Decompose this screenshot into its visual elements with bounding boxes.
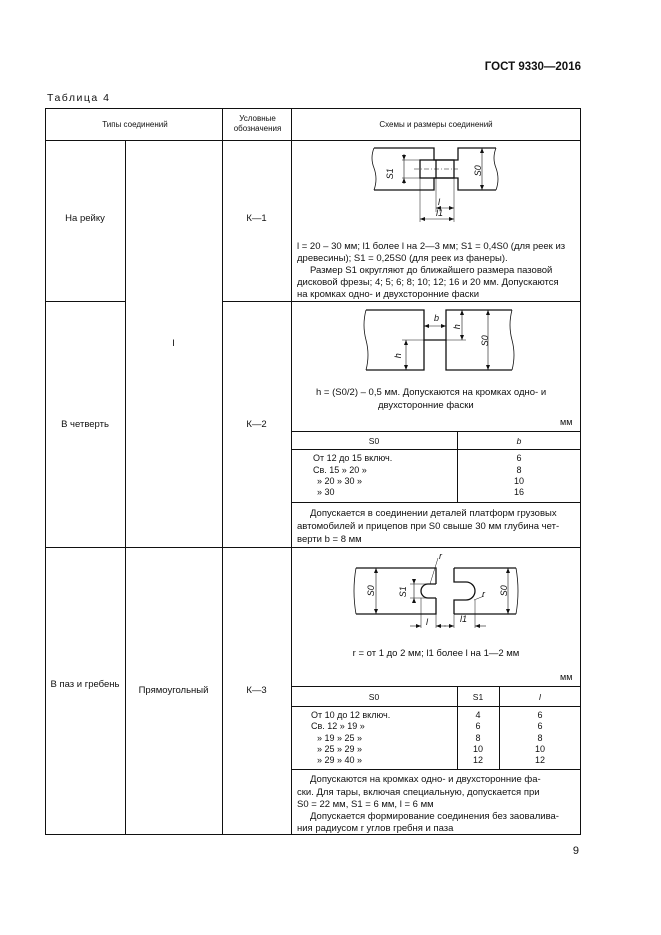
page-number: 9 (572, 845, 579, 857)
dim-label-s0: S0 (498, 585, 509, 597)
grid-line (291, 502, 581, 503)
grid-line (291, 706, 581, 707)
row3-note-line: Допускается формирование соединения без заовалива- (310, 811, 559, 822)
rail-joint-diagram (366, 146, 516, 236)
dim-label-r: r (439, 551, 442, 561)
row1-note-line: древесины); S1 = 0,25S0 (для реек из фанеры). (297, 253, 508, 264)
grid-line (45, 547, 581, 548)
dim-label-l: l (438, 197, 440, 207)
dim-label-s1: S1 (397, 586, 408, 598)
dim-label-l: l (426, 617, 428, 627)
table-cell: 16 (513, 487, 524, 497)
row3-note-line: S0 = 22 мм, S1 = 6 мм, l = 6 мм (297, 799, 434, 810)
table-cell: 4 (475, 710, 481, 720)
dim-label-h: h (392, 353, 403, 359)
sub-header-s1: S1 (472, 692, 484, 702)
grid-line (45, 140, 581, 141)
row1-note-line: на кромках одно- и двухсторонние фаски (297, 289, 480, 300)
row1-code: К—1 (246, 213, 267, 224)
table-cell: 6 (475, 721, 481, 731)
table-cell: 8 (475, 733, 481, 743)
row1-note-line: l = 20 – 30 мм; l1 более l на 2—3 мм; S1 = 0,4S0 (для реек из (297, 241, 566, 252)
dim-label-r: r (482, 589, 485, 599)
dim-label-s0: S0 (365, 585, 376, 597)
dim-label-s1: S1 (384, 168, 395, 180)
table-label: Таблица 4 (47, 92, 111, 104)
row2-name: В четверть (61, 419, 109, 430)
table-cell: » 19 » 25 » (317, 733, 363, 743)
quarter-joint-diagram (362, 308, 522, 388)
table-cell: » 29 » 40 » (317, 755, 363, 765)
row2-unit: мм (560, 417, 573, 427)
row1-note-line: дисковой фрезы; 4; 5; 6; 8; 10; 12; 16 и 20 мм. Допускаются (297, 277, 559, 288)
row3-note-line: Допускаются на кромках одно- и двухсторонние фа- (310, 774, 541, 785)
grid-line (45, 301, 125, 302)
grid-line (291, 449, 581, 450)
row2-note-line: верти b = 8 мм (297, 534, 362, 545)
row2-note-line: Допускается в соединении деталей платформ грузовых (310, 508, 557, 519)
sub-header-b: b (516, 436, 522, 446)
header-schemes: Схемы и размеры соединений (379, 120, 493, 129)
table-cell: 6 (516, 453, 522, 463)
dim-label-l1: l1 (460, 614, 468, 624)
table-cell: » 25 » 29 » (317, 744, 363, 754)
header-symbols: Условные обозначения (233, 114, 282, 133)
group-label: I (172, 338, 175, 349)
table-cell: 10 (472, 744, 483, 754)
grid-line (291, 108, 292, 835)
row2-caption-line: h = (S0/2) – 0,5 мм. Допускаются на кромках одно- и (316, 387, 547, 398)
row3-note-line: ния радиусом r углов гребня и паза (297, 823, 454, 834)
sub-header-s0: S0 (368, 692, 380, 702)
row3-sub-type: Прямоугольный (138, 685, 209, 696)
table-cell: От 10 до 12 включ. (311, 710, 391, 720)
row3-unit: мм (560, 672, 573, 682)
sub-header-l: l (539, 692, 541, 702)
table-cell: 6 (537, 721, 543, 731)
grid-line (291, 769, 581, 770)
row1-name: На рейку (65, 213, 105, 224)
table-cell: 8 (516, 465, 522, 475)
row3-note-line: ски. Для тары, включая специальную, допускается при (297, 787, 540, 798)
grid-line (291, 431, 581, 432)
table-cell: От 12 до 15 включ. (313, 453, 393, 463)
table-cell: 10 (513, 476, 524, 486)
dim-label-b: b (434, 313, 440, 323)
grid-line (125, 140, 126, 835)
dim-label-s0: S0 (472, 165, 483, 177)
dim-label-h: h (451, 324, 462, 330)
table-cell: 8 (537, 733, 543, 743)
table-cell: 12 (534, 755, 545, 765)
dim-label-l1: l1 (436, 208, 444, 218)
table-cell: 10 (534, 744, 545, 754)
table-cell: » 30 (317, 487, 335, 497)
row3-name: В паз и гребень (50, 679, 120, 690)
sub-header-s0: S0 (368, 436, 380, 446)
standard-code: ГОСТ 9330—2016 (484, 61, 581, 73)
dim-label-s0: S0 (479, 335, 490, 347)
table-cell: Св. 15 » 20 » (313, 465, 367, 475)
table-cell: Св. 12 » 19 » (311, 721, 365, 731)
table-cell: » 20 » 30 » (317, 476, 363, 486)
header-types: Типы соединений (102, 120, 168, 129)
row2-note-line: автомобилей и прицепов при S0 свыше 30 мм глубина чет- (297, 521, 560, 532)
row1-note-line: Размер S1 округляют до ближайшего размера пазовой (310, 265, 553, 276)
table-cell: 12 (472, 755, 483, 765)
row2-code: К—2 (246, 419, 267, 430)
row3-code: К—3 (246, 685, 267, 696)
row2-caption-line: двухсторонние фаски (378, 400, 474, 411)
row3-caption: r = от 1 до 2 мм; l1 более l на 1—2 мм (352, 648, 520, 659)
table-cell: 6 (537, 710, 543, 720)
grid-line (291, 686, 581, 687)
